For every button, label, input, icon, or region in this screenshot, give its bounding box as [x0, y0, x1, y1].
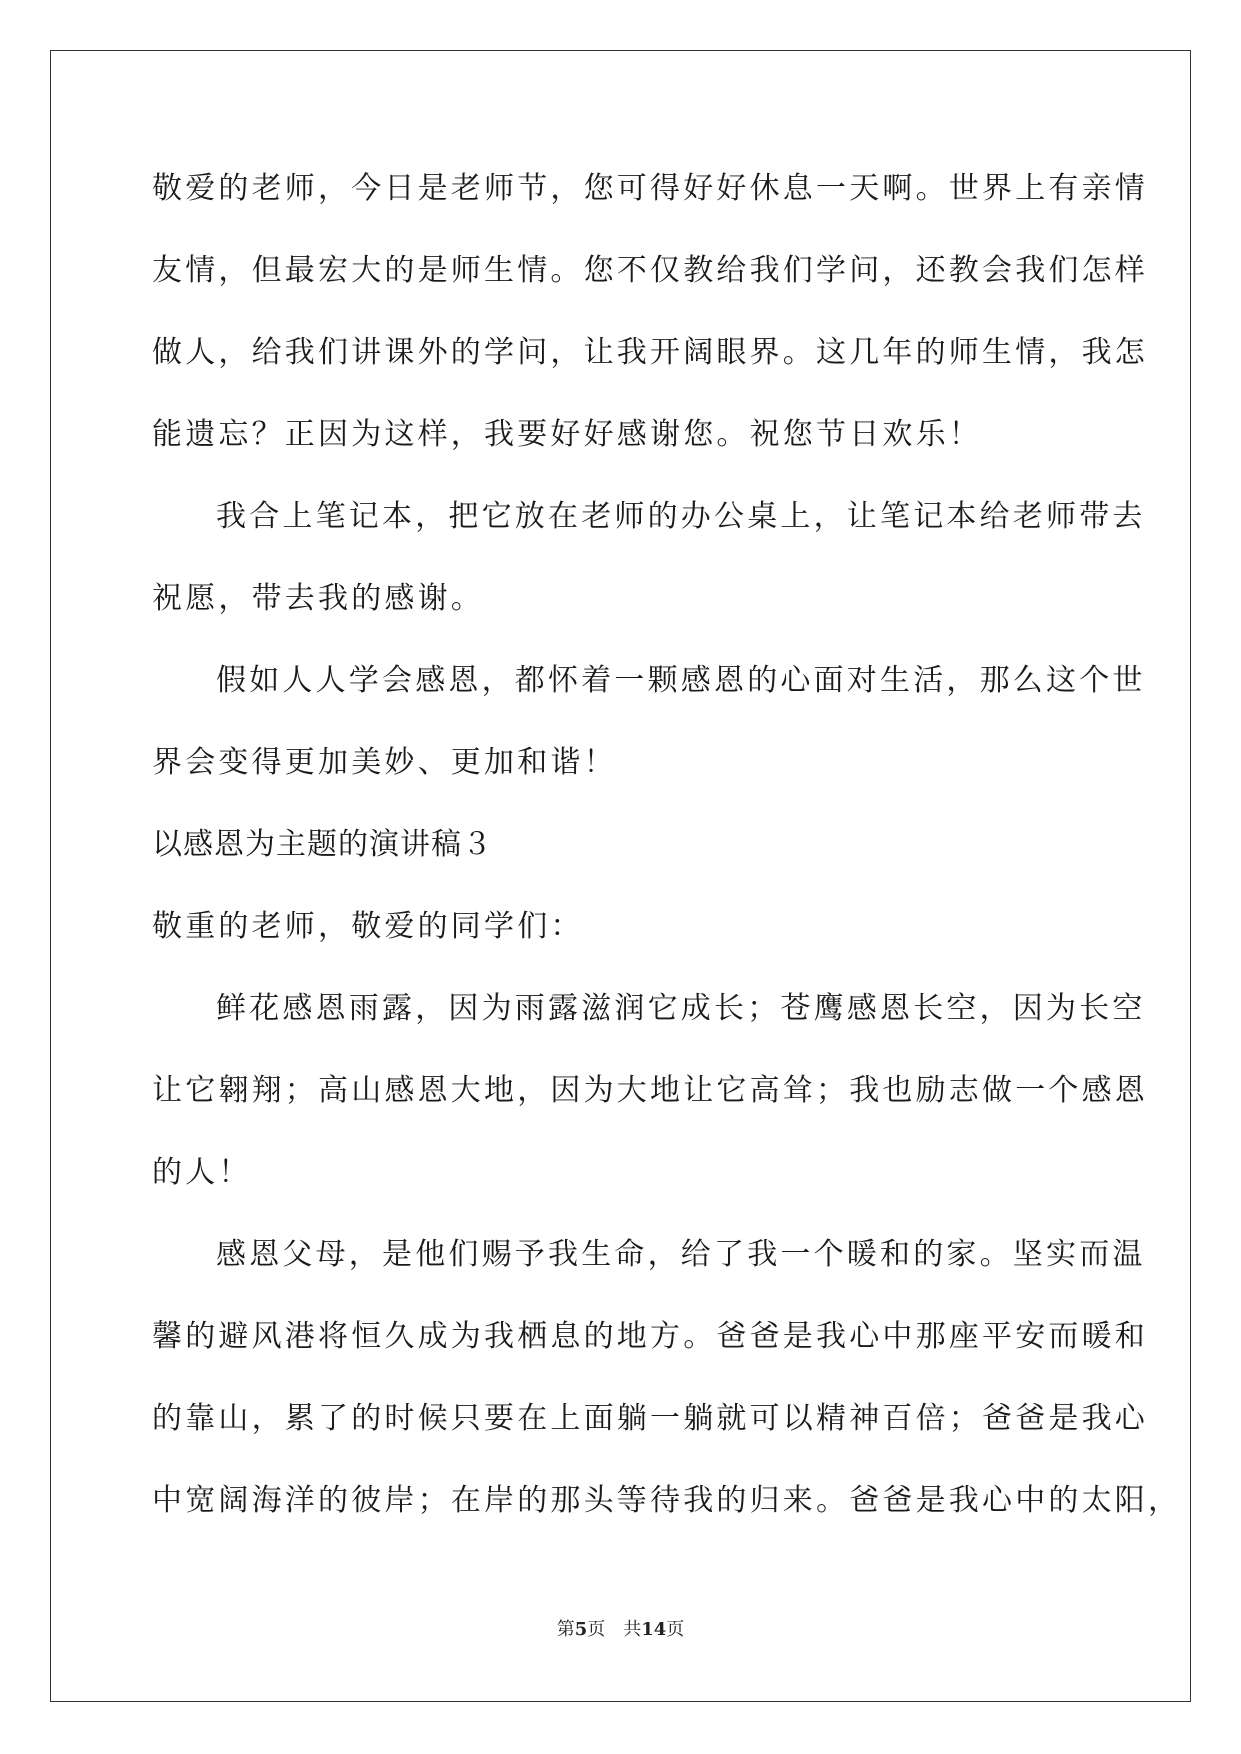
text-line-14: 感恩父母，是他们赐予我生命，给了我一个暖和的家。坚实而温 — [216, 1237, 1146, 1272]
text-line-11: 鲜花感恩雨露，因为雨露滋润它成长；苍鹰感恩长空，因为长空 — [216, 991, 1146, 1026]
footer-page-number: 5 — [574, 1619, 588, 1640]
footer-page-suffix: 页 — [587, 1619, 606, 1640]
salutation-line: 敬重的老师，敬爱的同学们： — [152, 909, 584, 944]
text-line-5: 我合上笔记本，把它放在老师的办公桌上，让笔记本给老师带去 — [216, 499, 1146, 534]
text-line-1: 敬爱的老师，今日是老师节，您可得好好休息一天啊。世界上有亲情 — [152, 171, 1148, 206]
footer-total-suffix: 页 — [666, 1619, 685, 1640]
text-line-13: 的人！ — [152, 1155, 252, 1190]
text-line-12: 让它翱翔；高山感恩大地，因为大地让它高耸；我也励志做一个感恩 — [152, 1073, 1148, 1108]
text-line-4: 能遗忘？正因为这样，我要好好感谢您。祝您节日欢乐！ — [152, 417, 982, 452]
page-footer — [0, 1618, 1241, 1642]
text-line-3: 做人，给我们讲课外的学问，让我开阔眼界。这几年的师生情，我怎 — [152, 335, 1148, 370]
text-line-7: 假如人人学会感恩，都怀着一颗感恩的心面对生活，那么这个世 — [216, 663, 1146, 698]
text-line-2: 友情，但最宏大的是师生情。您不仅教给我们学问，还教会我们怎样 — [152, 253, 1148, 288]
footer-total-pages: 14 — [641, 1619, 667, 1640]
text-line-6: 祝愿，带去我的感谢。 — [152, 581, 484, 616]
text-line-17: 中宽阔海洋的彼岸；在岸的那头等待我的归来。爸爸是我心中的太阳， — [152, 1483, 1182, 1518]
text-line-15: 馨的避风港将恒久成为我栖息的地方。爸爸是我心中那座平安而暖和 — [152, 1319, 1148, 1354]
text-line-8: 界会变得更加美妙、更加和谐！ — [152, 745, 617, 780]
text-line-16: 的靠山，累了的时候只要在上面躺一躺就可以精神百倍；爸爸是我心 — [152, 1401, 1148, 1436]
footer-total-prefix: 共 — [623, 1619, 642, 1640]
footer-page-prefix: 第 — [556, 1619, 575, 1640]
section-heading: 以感恩为主题的演讲稿３ — [152, 827, 493, 862]
document-body — [152, 148, 1182, 1542]
